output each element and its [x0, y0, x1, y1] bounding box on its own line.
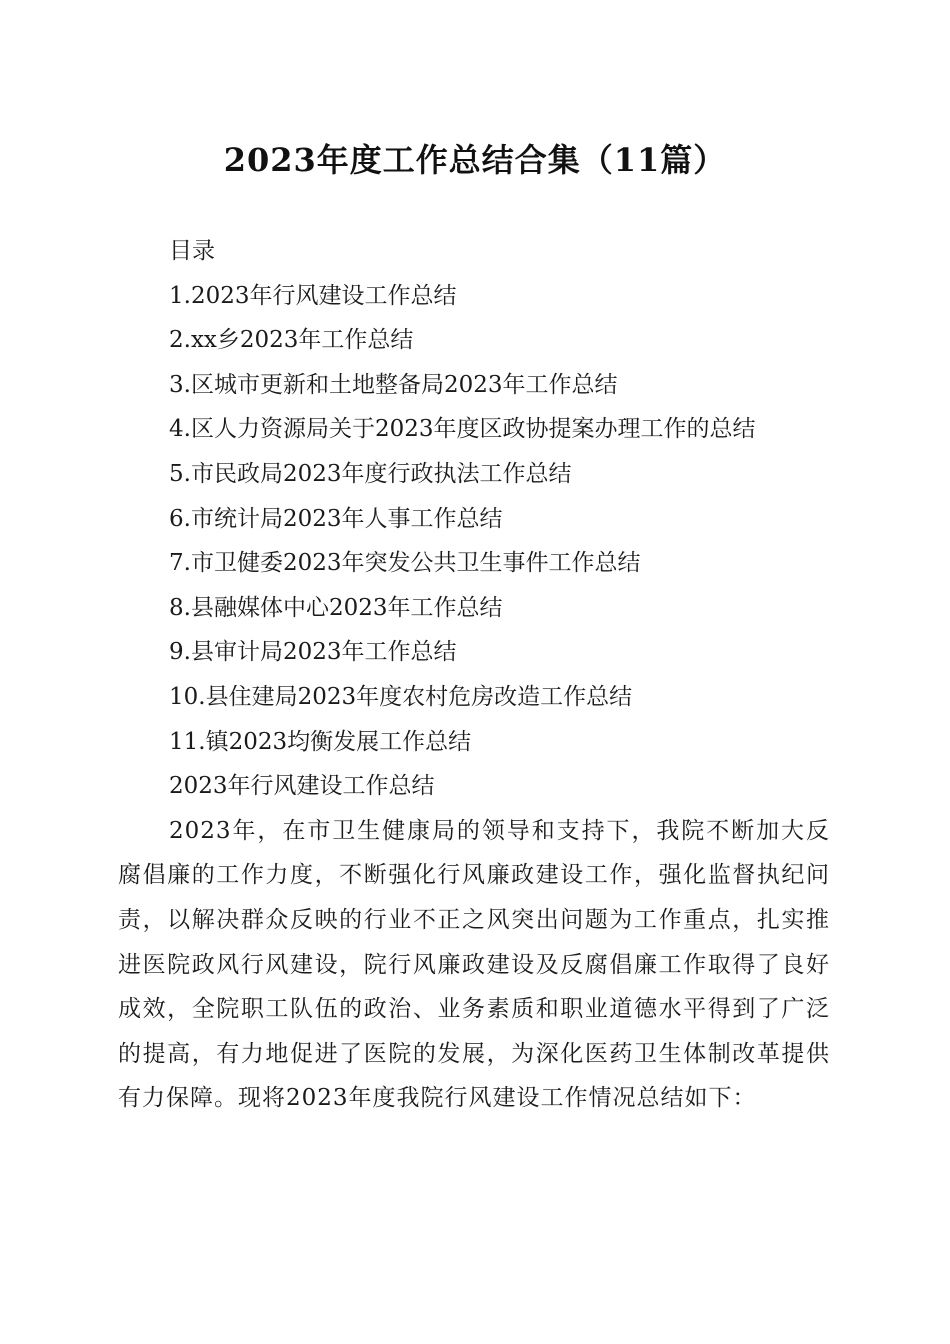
- toc-item: 1.2023年行风建设工作总结: [169, 282, 457, 309]
- toc-item: 7.市卫健委2023年突发公共卫生事件工作总结: [169, 550, 641, 577]
- toc-item: 8.县融媒体中心2023年工作总结: [169, 594, 503, 621]
- document-title: 2023年度工作总结合集（11篇）: [223, 141, 727, 179]
- toc-item: 5.市民政局2023年度行政执法工作总结: [169, 460, 572, 487]
- toc-item: 10.县住建局2023年度农村危房改造工作总结: [169, 683, 633, 710]
- toc-item: 3.区城市更新和土地整备局2023年工作总结: [169, 371, 618, 398]
- document-body: [118, 229, 830, 1121]
- toc-item: 11.镇2023均衡发展工作总结: [169, 728, 472, 755]
- toc-item: 4.区人力资源局关于2023年度区政协提案办理工作的总结: [169, 416, 756, 443]
- toc-heading: 目录: [169, 238, 215, 264]
- toc-item: 9.县审计局2023年工作总结: [169, 639, 457, 666]
- section-title: 2023年行风建设工作总结: [169, 773, 435, 800]
- toc-item: 6.市统计局2023年人事工作总结: [169, 505, 503, 532]
- body-paragraph: 2023年，在市卫生健康局的领导和支持下，我院不断加大反腐倡廉的工作力度，不断强化行风廉政建设工作，强化监督执纪问责，以解决群众反映的行业不正之风突出问题为工作重点，扎实推进医院政风行风建设，院行风廉政建设及反腐倡廉工作取得了良好成效，全院职工队伍的政治、业务素质和职业道德水平得到了广泛的提高，有力地促进了医院的发展，为深化医药卫生体制改革提供有力保障。现将2023年度我院行风建设工作情况总结如下：: [118, 817, 830, 1112]
- toc-item: 2.xx乡2023年工作总结: [169, 327, 414, 354]
